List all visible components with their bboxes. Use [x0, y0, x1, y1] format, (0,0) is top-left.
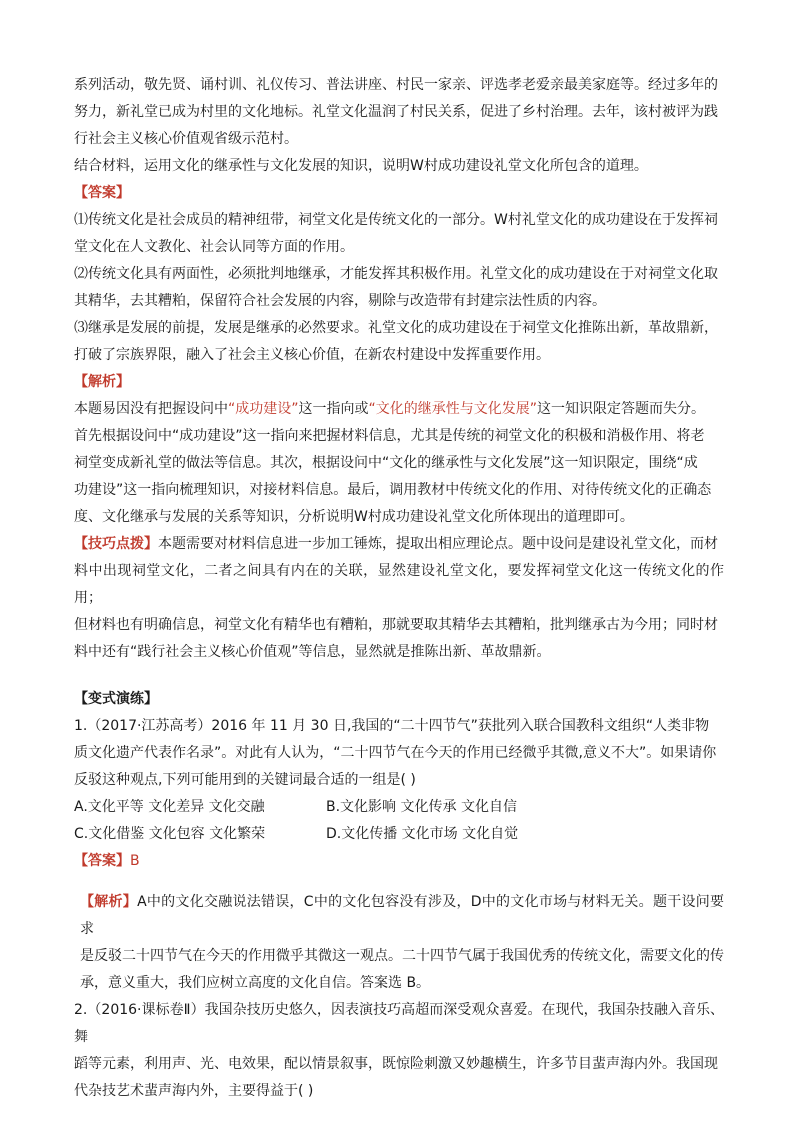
question-text: 结合材料，运用文化的继承性与文化发展的知识，说明W村成功建设礼堂文化所包含的道理。 [74, 158, 648, 174]
analysis-label: 【解析】 [74, 374, 130, 390]
q1-analysis-text: A中的文化交融说法错误，C中的文化包容没有涉及，D中的文化市场与材料无关。题干设问要求 [80, 894, 724, 937]
analysis-text: 本题易因没有把握设问中 [74, 401, 228, 417]
q1-answer-label: 【答案】 [74, 853, 130, 869]
analysis-line: 度、文化继承与发展的关系等知识，分析说明W村成功建设礼堂文化所体现出的道理即可。 [74, 509, 634, 525]
material-section [74, 72, 724, 180]
tips-line: 料中还有“践行社会主义核心价值观”等信息，显然就是推陈出新、革故鼎新。 [74, 644, 551, 660]
q1-answer-value: B [130, 853, 140, 869]
q1-analysis [74, 889, 724, 943]
tips-line [74, 531, 724, 558]
question-1-cont: 质文化遗产代表作名录”。对此有人认为，“二十四节气在今天的作用已经微乎其微,意义不大”。如果请你 [74, 745, 717, 761]
question-1-cont: 反驳这种观点,下列可能用到的关键词最合适的一组是( ) [74, 772, 416, 788]
tips-text: 本题需要对材料信息进一步加工锤炼，提取出相应理论点。题中设问是建设礼堂文化，而材 [158, 536, 718, 552]
q1-analysis-cont: 是反驳二十四节气在今天的作用微乎其微这一观点。二十四节气属于我国优秀的传统文化，需要文化的传 [80, 948, 724, 964]
q1-answer [74, 848, 724, 875]
option-c: C.文化借鉴 文化包容 文化繁荣 [74, 826, 266, 842]
answer-point-1: ⑴传统文化是社会成员的精神纽带，祠堂文化是传统文化的一部分。W村礼堂文化的成功建设在于发挥祠 [74, 212, 718, 228]
tips-line: 料中出现祠堂文化，二者之间具有内在的关联，显然建设礼堂文化，要发挥祠堂文化这一传统文化的作用； [74, 563, 724, 606]
practice-section [74, 686, 724, 1105]
analysis-text: 这一知识限定答题而失分。 [537, 401, 706, 417]
option-d: D.文化传播 文化市场 文化自觉 [326, 826, 519, 842]
answer-section [74, 180, 724, 369]
analysis-text: 这一指向或 [298, 401, 369, 417]
option-b: B.文化影响 文化传承 文化自信 [326, 799, 517, 815]
answer-point-1-cont: 堂文化在人文教化、社会认同等方面的作用。 [74, 239, 354, 255]
q1-analysis-label: 【解析】 [80, 894, 138, 910]
question-2: 2.（2016·课标卷Ⅱ）我国杂技历史悠久，因表演技巧高超而深受观众喜爱。在现代，我国杂技融入音乐、舞 [74, 1002, 724, 1045]
highlight-phrase: “成功建设” [228, 401, 299, 417]
tips-label: 【技巧点拨】 [74, 536, 158, 552]
analysis-section [74, 369, 724, 531]
answer-point-3-cont: 打破了宗族界限，融入了社会主义核心价值，在新农村建设中发挥重要作用。 [74, 347, 550, 363]
q1-analysis-cont: 承，意义重大，我们应树立高度的文化自信。答案选 B。 [80, 975, 431, 991]
tips-section [74, 531, 724, 666]
material-line: 努力，新礼堂已成为村里的文化地标。礼堂文化温润了村民关系，促进了乡村治理。去年，该村被评为践 [74, 104, 718, 120]
highlight-phrase: “文化的继承性与文化发展” [368, 401, 538, 417]
document-body [74, 72, 724, 1105]
question-2-cont: 蹈等元素，利用声、光、电效果，配以情景叙事，既惊险刺激又妙趣横生，许多节目蜚声海内外。我国现 [74, 1056, 718, 1072]
analysis-line: 祠堂变成新礼堂的做法等信息。其次，根据设问中“文化的继承性与文化发展”这一知识限定，围绕“成 [74, 455, 698, 471]
material-line: 行社会主义核心价值观省级示范村。 [74, 131, 298, 147]
answer-point-3: ⑶继承是发展的前提，发展是继承的必然要求。礼堂文化的成功建设在于祠堂文化推陈出新，革故鼎新， [74, 320, 718, 336]
material-line: 系列活动，敬先贤、诵村训、礼仪传习、普法讲座、村民一家亲、评选孝老爱亲最美家庭等。经过多年的 [74, 77, 718, 93]
analysis-line: 首先根据设问中“成功建设”这一指向来把握材料信息，尤其是传统的祠堂文化的积极和消极作用、将老 [74, 428, 705, 444]
answer-point-2-cont: 其精华，去其糟粕，保留符合社会发展的内容，剔除与改造带有封建宗法性质的内容。 [74, 293, 606, 309]
options-row [74, 821, 724, 848]
option-a: A.文化平等 文化差异 文化交融 [74, 799, 265, 815]
analysis-line [74, 396, 724, 423]
question-1: 1.（2017·江苏高考）2016 年 11 月 30 日,我国的“二十四节气”获批列入联合国教科文组织“人类非物 [74, 718, 710, 734]
options-row [74, 794, 724, 821]
answer-label: 【答案】 [74, 185, 130, 201]
question-2-cont: 代杂技艺术蜚声海内外，主要得益于( ) [74, 1083, 314, 1099]
practice-label: 【变式演练】 [74, 691, 158, 707]
answer-point-2: ⑵传统文化具有两面性，必须批判地继承，才能发挥其积极作用。礼堂文化的成功建设在于对祠堂文化取 [74, 266, 718, 282]
tips-line: 但材料也有明确信息，祠堂文化有精华也有糟粕，那就要取其精华去其糟粕，批判继承古为今用；同时材 [74, 617, 718, 633]
analysis-line: 功建设”这一指向梳理知识，对接材料信息。最后，调用教材中传统文化的作用、对待传统文化的正确态 [74, 482, 712, 498]
